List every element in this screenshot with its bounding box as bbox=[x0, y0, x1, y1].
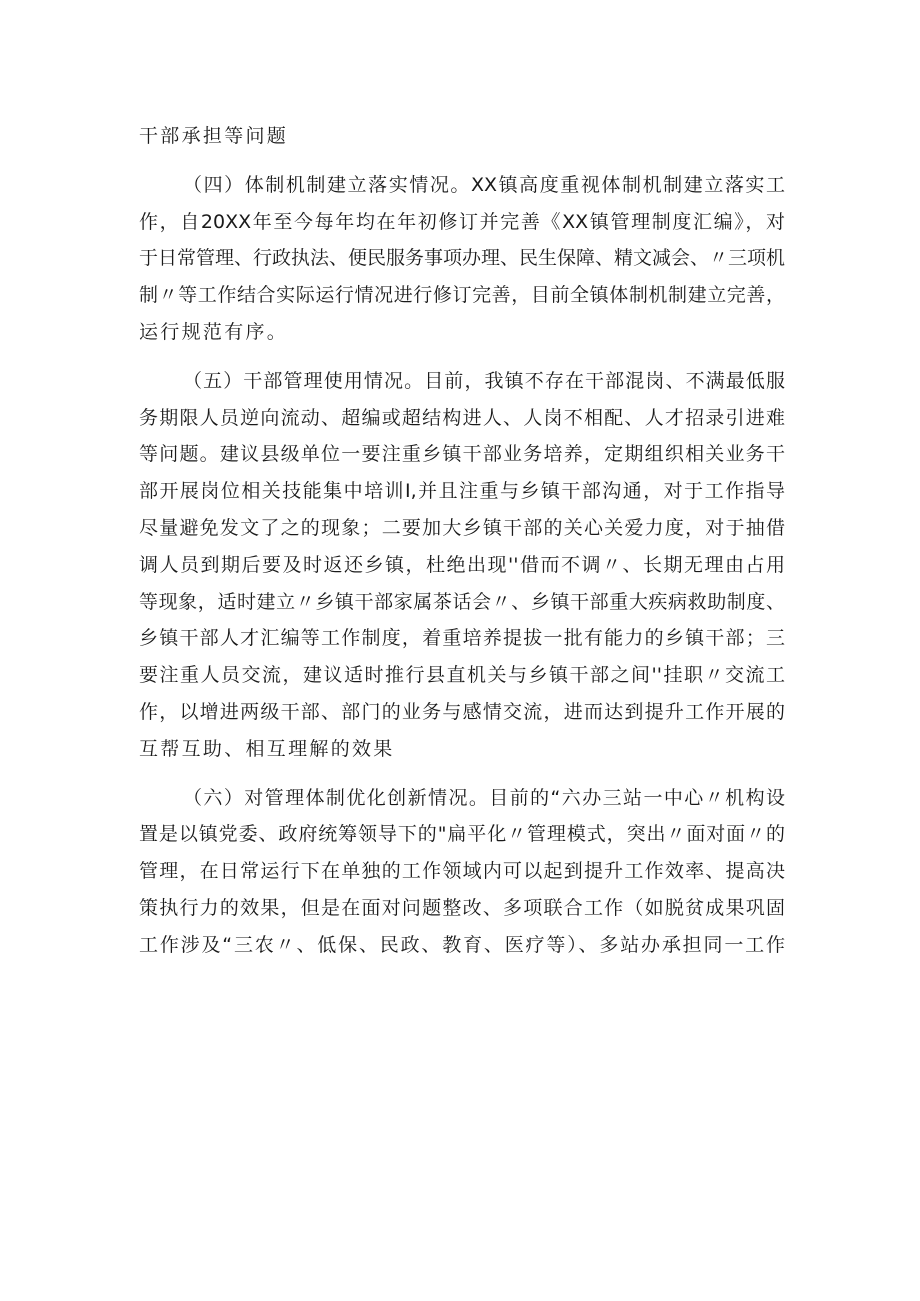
text-line: （五）干部管理使用情况。目前，我镇不存在干部混岗、不满最低服 bbox=[183, 369, 785, 392]
text-line: 干部承担等问题 bbox=[139, 125, 289, 147]
text-line: 部开展岗位相关技能集中培训I,并且注重与乡镇干部沟通，对于工作指导 bbox=[139, 480, 785, 503]
text-line: 工作涉及“三农〃、低保、民政、教育、医疗等）、多站办承担同一工作 bbox=[139, 933, 785, 956]
text-line: 尽量避免发文了之的现象；二要加大乡镇干部的关心关爱力度，对于抽借 bbox=[139, 516, 785, 539]
text-line: 于日常管理、行政执法、便民服务事项办理、民生保障、精文减会、〃三项机 bbox=[139, 247, 786, 270]
text-line: 置是以镇党委、政府统筹领导下的"扁平化〃管理模式，突出〃面对面〃的 bbox=[139, 823, 785, 846]
paragraph-section-4 bbox=[139, 167, 785, 351]
text-line: （四）体制机制建立落实情况。XX镇高度重视体制机制建立落实工 bbox=[183, 173, 785, 196]
paragraph-section-5 bbox=[139, 363, 785, 768]
text-line: 运行规范有序。 bbox=[139, 320, 289, 343]
text-line: 乡镇干部人才汇编等工作制度，着重培养提拔一批有能力的乡镇干部；三 bbox=[139, 627, 785, 650]
text-line: 要注重人员交流，建议适时推行县直机关与乡镇干部之间''挂职〃交流工 bbox=[139, 664, 785, 687]
text-line: 等问题。建议县级单位一要注重乡镇干部业务培养，定期组织相关业务干 bbox=[139, 443, 785, 466]
text-line: 作，自20XX年至今每年均在年初修订并完善《XX镇管理制度汇编》，对 bbox=[139, 210, 785, 233]
text-line: 策执行力的效果，但是在面对问题整改、多项联合工作（如脱贫成果巩固 bbox=[139, 896, 785, 919]
text-line: 作，以增进两级干部、部门的业务与感情交流，进而达到提升工作开展的 bbox=[139, 700, 785, 723]
text-line: 务期限人员逆向流动、超编或超结构进人、人岗不相配、人才招录引进难 bbox=[139, 406, 785, 429]
document-body bbox=[139, 118, 785, 964]
text-line: 调人员到期后要及时返还乡镇，杜绝出现''借而不调〃、长期无理由占用 bbox=[139, 553, 785, 576]
text-line: 等现象，适时建立〃乡镇干部家属茶话会〃、乡镇干部重大疾病救助制度、 bbox=[139, 590, 785, 613]
paragraph-section-6 bbox=[139, 780, 785, 964]
text-line: 制〃等工作结合实际运行情况进行修订完善，目前全镇体制机制建立完善， bbox=[139, 284, 785, 307]
text-line: 互帮互助、相互理解的效果 bbox=[139, 737, 395, 760]
text-line: （六）对管理体制优化创新情况。目前的“六办三站一中心〃机构设 bbox=[183, 786, 785, 809]
text-line: 管理，在日常运行下在单独的工作领域内可以起到提升工作效率、提高决 bbox=[139, 860, 785, 883]
